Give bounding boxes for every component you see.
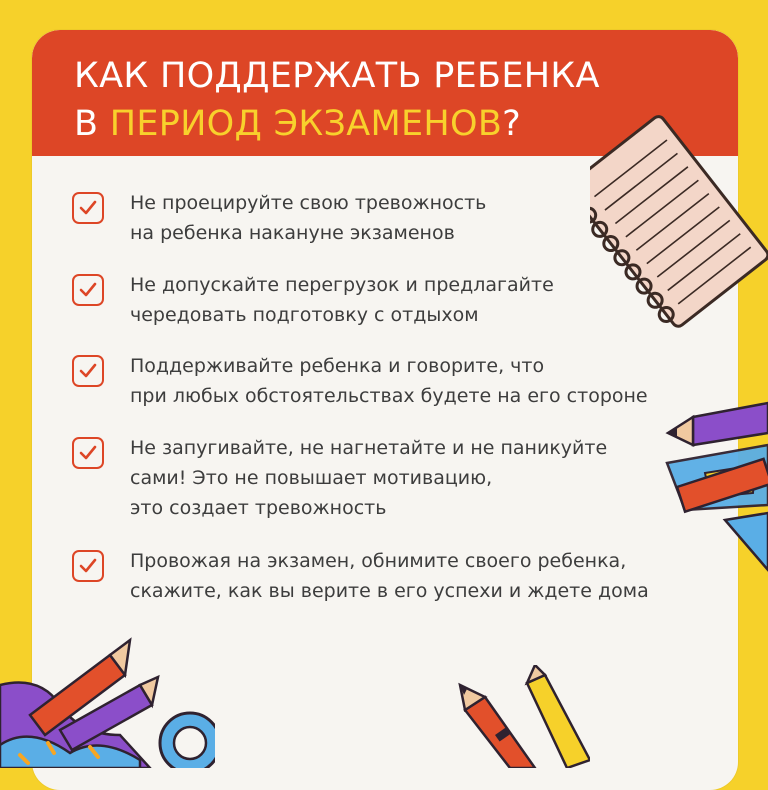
pen-illustration: [455, 665, 590, 768]
pencil-illustration: [665, 395, 768, 575]
checkbox-icon: [72, 192, 104, 224]
title-line-1: КАК ПОДДЕРЖАТЬ РЕБЕНКА: [74, 56, 600, 96]
title-accent: ПЕРИОД ЭКЗАМЕНОВ: [109, 104, 503, 144]
checkbox-icon: [72, 274, 104, 306]
title-suffix: ?: [502, 104, 522, 144]
tip-text: Не запугивайте, не нагнетайте и не паникуйте сами! Это не повышает мотивацию, это создает тревожность: [130, 437, 608, 519]
notebook-illustration: [590, 105, 768, 340]
title-line-2: [74, 100, 600, 148]
page-title: [74, 52, 600, 148]
tip-text: Поддерживайте ребенка и говорите, что при любых обстоятельствах будете на его стороне: [130, 355, 648, 407]
title-prefix: В: [74, 104, 110, 144]
checkbox-icon: [72, 355, 104, 387]
pencils-illustration: [0, 635, 215, 768]
tip-text: Провожая на экзамен, обнимите своего ребенка, скажите, как вы верите в его успехи и ждете дома: [130, 550, 649, 602]
tip-text: Не допускайте перегрузок и предлагайте чередовать подготовку с отдыхом: [130, 274, 554, 326]
tip-text: Не проецируйте свою тревожность на ребенка накануне экзаменов: [130, 192, 487, 244]
checkbox-icon: [72, 437, 104, 469]
checkbox-icon: [72, 550, 104, 582]
